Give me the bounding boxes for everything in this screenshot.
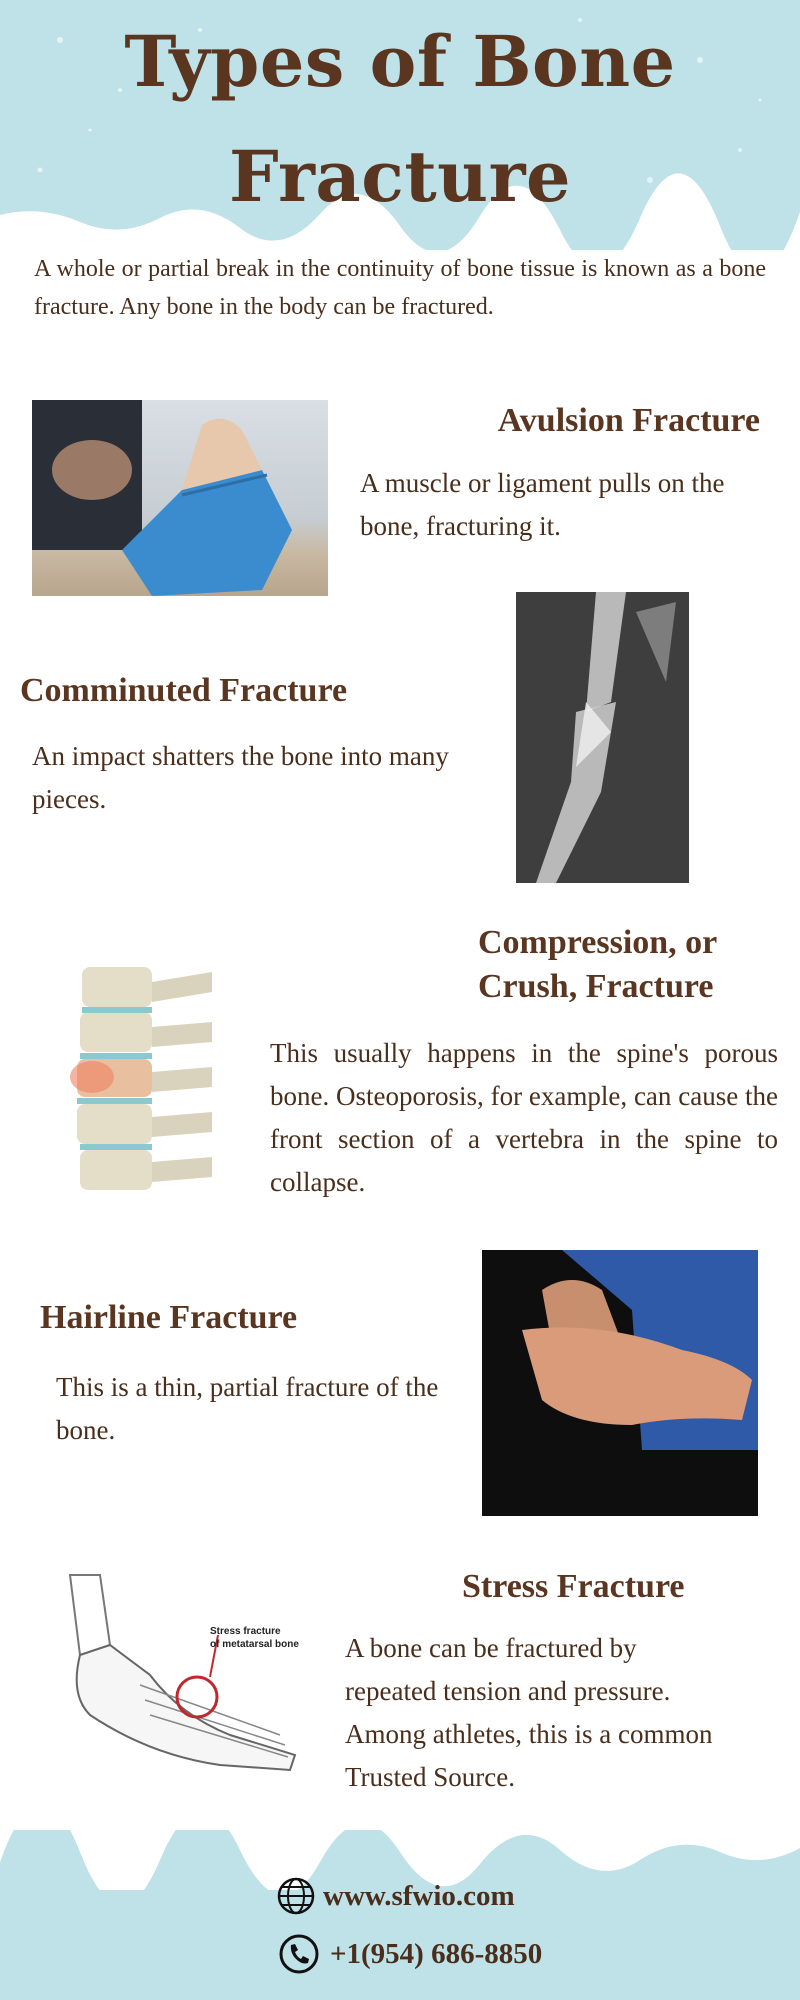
stress-body-line-3: Among athletes, this is a common: [345, 1719, 713, 1749]
foot-xray-figure: [50, 1565, 312, 1785]
stress-figure-label-line-2: of metatarsal bone: [210, 1639, 299, 1650]
title-line-2: Fracture: [229, 135, 571, 218]
compression-body: This usually happens in the spine's porous bone. Osteoporosis, for example, can cause the front section of a vertebra in the spine to collapse.: [270, 1038, 778, 1197]
foot-skeleton-illustration: [50, 1565, 312, 1785]
stress-body-line-1: A bone can be fractured by: [345, 1633, 637, 1663]
spine-illustration: [62, 962, 232, 1206]
hairline-photo: [482, 1250, 758, 1516]
compression-heading: [478, 921, 778, 1009]
title-line-1: Types of Bone: [124, 20, 676, 103]
xray-bone-illustration: [516, 592, 689, 883]
avulsion-heading: Avulsion Fracture: [497, 402, 760, 439]
compression-heading-line-2: Crush, Fracture: [478, 968, 714, 1005]
stress-figure-label-line-1: Stress fracture: [210, 1626, 281, 1637]
comminuted-body: An impact shatters the bone into many pieces.: [32, 741, 449, 814]
stress-figure-label: [210, 1625, 299, 1651]
cast-foot-illustration: [32, 400, 328, 596]
phone-number[interactable]: +1(954) 686-8850: [330, 1938, 543, 1970]
hairline-body: This is a thin, partial fracture of the bone.: [56, 1372, 439, 1445]
comminuted-heading: Comminuted Fracture: [20, 672, 348, 709]
stress-body-line-4: Trusted Source.: [345, 1762, 516, 1792]
arm-illustration: [482, 1250, 758, 1516]
xray-photo: [516, 592, 689, 883]
spine-photo: [62, 962, 232, 1206]
stress-heading: Stress Fracture: [462, 1568, 685, 1605]
stress-body: [345, 1627, 785, 1799]
stress-body-line-2: repeated tension and pressure.: [345, 1676, 671, 1706]
avulsion-body: A muscle or ligament pulls on the bone, fracturing it.: [360, 468, 725, 541]
page-title: [0, 4, 800, 234]
globe-icon: [276, 1876, 316, 1916]
hairline-heading: Hairline Fracture: [40, 1299, 298, 1336]
compression-heading-line-1: Compression, or: [478, 924, 718, 961]
phone-icon: [278, 1933, 320, 1975]
avulsion-photo: [32, 400, 328, 596]
intro-paragraph: A whole or partial break in the continuity of bone tissue is known as a bone fracture. Any bone in the body can be fractured.: [34, 256, 766, 320]
website-link[interactable]: www.sfwio.com: [323, 1880, 515, 1912]
